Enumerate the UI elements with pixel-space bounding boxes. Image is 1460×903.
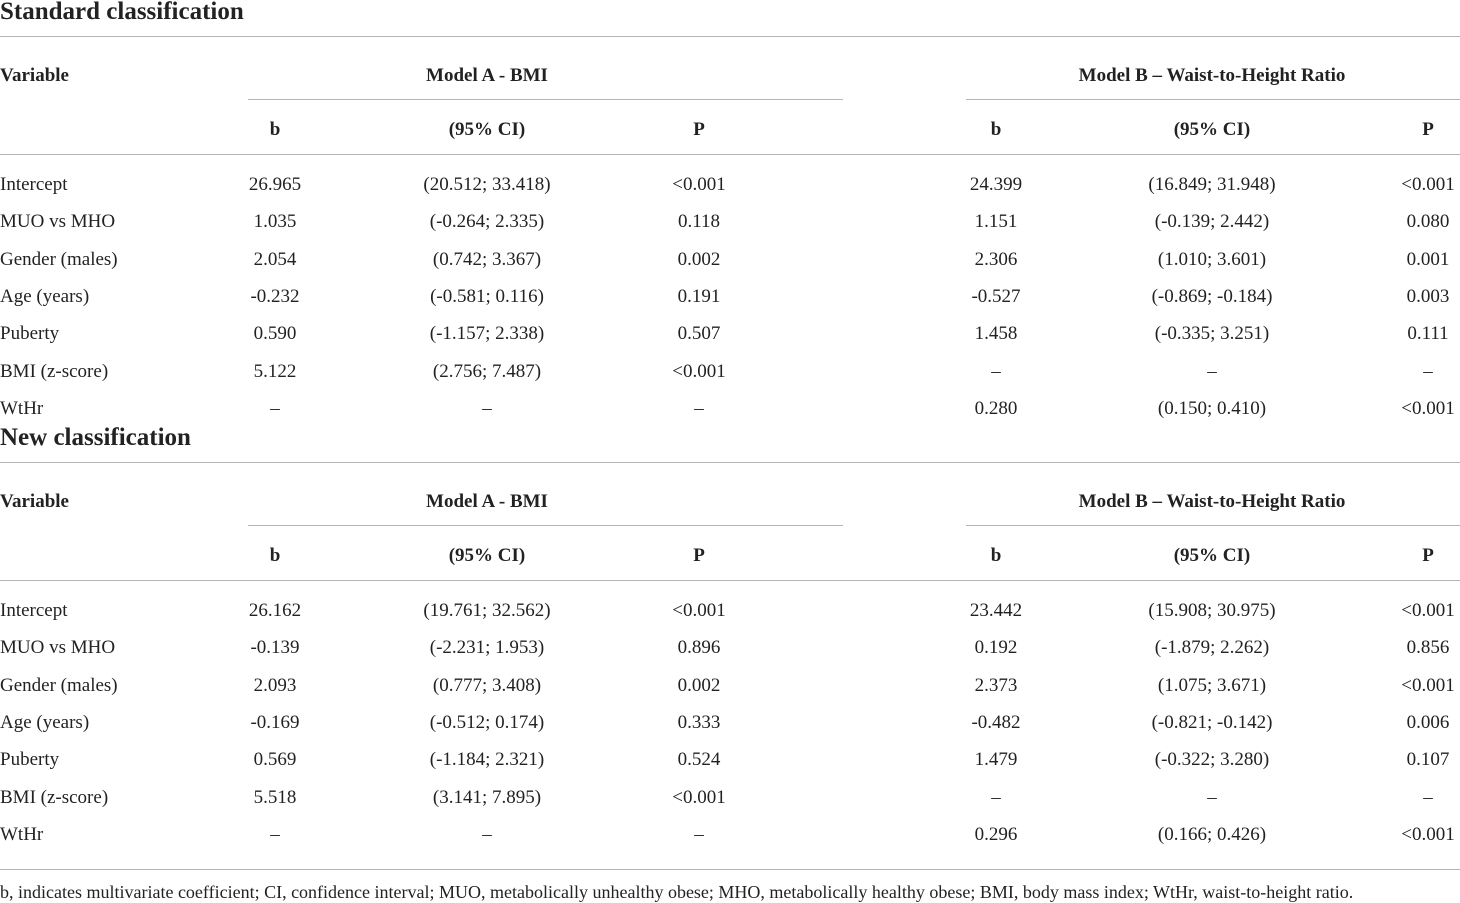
table-cell: (3.141; 7.895): [432, 787, 542, 808]
subheader-p-model-b: P: [1422, 545, 1434, 566]
table-cell: 1.151: [974, 211, 1018, 232]
table-cell: 0.002: [677, 249, 721, 270]
table-cell: 0.590: [253, 323, 297, 344]
table-cell: –: [482, 824, 492, 845]
table-cell: -0.232: [250, 286, 300, 307]
table-cell: -0.482: [971, 712, 1021, 733]
subheader-b-model-b: b: [990, 545, 1002, 566]
table-bottom-rule: [0, 869, 1460, 870]
table-cell: 0.001: [1406, 249, 1450, 270]
subheader-b-model-a: b: [269, 119, 281, 140]
table-cell: 0.507: [677, 323, 721, 344]
header-model-a: Model A - BMI: [426, 65, 548, 86]
subheader-ci-model-a: (95% CI): [448, 119, 526, 140]
model-a-rule: [248, 99, 843, 100]
table-cell: –: [991, 787, 1001, 808]
table-cell: (-0.335; 3.251): [1154, 323, 1270, 344]
table-cell: 2.306: [974, 249, 1018, 270]
row-label: Puberty: [0, 323, 60, 344]
table-cell: 0.524: [677, 749, 721, 770]
table-cell: –: [270, 824, 280, 845]
model-b-rule: [966, 99, 1460, 100]
header-variable: Variable: [0, 491, 69, 512]
header-bottom-rule: [0, 580, 1460, 581]
table-cell: <0.001: [1401, 824, 1455, 845]
table-cell: (19.761; 32.562): [423, 600, 551, 621]
table-footnote: b, indicates multivariate coefficient; CI, confidence interval; MUO, metabolically unhealthy obese; MHO, metabolically healthy obese; BMI, body mass index; WtHr, waist-to-height ratio.: [0, 882, 1354, 902]
table-cell: (20.512; 33.418): [423, 174, 551, 195]
row-label: WtHr: [0, 398, 44, 419]
table-cell: 2.373: [974, 675, 1018, 696]
table-cell: (-2.231; 1.953): [429, 637, 545, 658]
table-cell: 2.093: [253, 675, 297, 696]
subheader-b-model-a: b: [269, 545, 281, 566]
table-cell: <0.001: [1401, 600, 1455, 621]
table-cell: 0.856: [1406, 637, 1450, 658]
table-cell: 0.569: [253, 749, 297, 770]
row-label: Gender (males): [0, 249, 118, 270]
table-cell: –: [694, 824, 704, 845]
table-cell: (-1.157; 2.338): [429, 323, 545, 344]
table-cell: 5.518: [253, 787, 297, 808]
table-cell: (16.849; 31.948): [1148, 174, 1276, 195]
table-cell: 0.006: [1406, 712, 1450, 733]
row-label: Age (years): [0, 712, 90, 733]
table-cell: <0.001: [1401, 398, 1455, 419]
table-cell: (-0.139; 2.442): [1154, 211, 1270, 232]
table-cell: -0.139: [250, 637, 300, 658]
table-cell: (-0.512; 0.174): [429, 712, 545, 733]
header-model-b: Model B – Waist-to-Height Ratio: [1078, 491, 1346, 512]
table-cell: 23.442: [969, 600, 1023, 621]
table-cell: (-0.869; -0.184): [1151, 286, 1273, 307]
row-label: Age (years): [0, 286, 90, 307]
table-cell: 1.458: [974, 323, 1018, 344]
table-cell: 0.333: [677, 712, 721, 733]
table-cell: 0.296: [974, 824, 1018, 845]
row-label: MUO vs MHO: [0, 637, 116, 658]
subheader-ci-model-a: (95% CI): [448, 545, 526, 566]
table-cell: <0.001: [1401, 174, 1455, 195]
table-cell: <0.001: [672, 787, 726, 808]
table-top-rule: [0, 36, 1460, 37]
table-cell: -0.169: [250, 712, 300, 733]
table-cell: 0.280: [974, 398, 1018, 419]
table-cell: –: [1423, 787, 1433, 808]
subheader-ci-model-b: (95% CI): [1173, 545, 1251, 566]
table-cell: (1.075; 3.671): [1157, 675, 1267, 696]
table-cell: <0.001: [672, 174, 726, 195]
table-cell: <0.001: [672, 361, 726, 382]
table-top-rule: [0, 462, 1460, 463]
model-b-rule: [966, 525, 1460, 526]
table-cell: <0.001: [672, 600, 726, 621]
subheader-p-model-a: P: [693, 119, 705, 140]
table-cell: 0.002: [677, 675, 721, 696]
table-cell: –: [1207, 787, 1217, 808]
table-cell: 1.479: [974, 749, 1018, 770]
row-label: WtHr: [0, 824, 44, 845]
subheader-p-model-a: P: [693, 545, 705, 566]
table-cell: 0.003: [1406, 286, 1450, 307]
table-cell: (-0.264; 2.335): [429, 211, 545, 232]
table-cell: 0.191: [677, 286, 721, 307]
table-cell: (0.777; 3.408): [432, 675, 542, 696]
table-cell: (-1.184; 2.321): [429, 749, 545, 770]
table-cell: 24.399: [969, 174, 1023, 195]
table-cell: (1.010; 3.601): [1157, 249, 1267, 270]
section-title: New classification: [0, 424, 191, 451]
header-variable: Variable: [0, 65, 69, 86]
table-cell: 5.122: [253, 361, 297, 382]
row-label: BMI (z-score): [0, 787, 109, 808]
table-cell: (-0.322; 3.280): [1154, 749, 1270, 770]
row-label: Gender (males): [0, 675, 118, 696]
row-label: MUO vs MHO: [0, 211, 116, 232]
table-cell: 0.111: [1407, 323, 1449, 344]
row-label: BMI (z-score): [0, 361, 109, 382]
section-title: Standard classification: [0, 0, 244, 25]
table-cell: –: [694, 398, 704, 419]
table-cell: –: [270, 398, 280, 419]
header-bottom-rule: [0, 154, 1460, 155]
table-cell: 0.080: [1406, 211, 1450, 232]
table-cell: (0.166; 0.426): [1157, 824, 1267, 845]
table-cell: 26.965: [248, 174, 302, 195]
table-cell: (2.756; 7.487): [432, 361, 542, 382]
table-cell: 0.896: [677, 637, 721, 658]
row-label: Puberty: [0, 749, 60, 770]
table-cell: -0.527: [971, 286, 1021, 307]
header-model-b: Model B – Waist-to-Height Ratio: [1078, 65, 1346, 86]
table-cell: (15.908; 30.975): [1148, 600, 1276, 621]
table-cell: 1.035: [253, 211, 297, 232]
model-a-rule: [248, 525, 843, 526]
subheader-b-model-b: b: [990, 119, 1002, 140]
table-cell: –: [1207, 361, 1217, 382]
table-cell: 2.054: [253, 249, 297, 270]
subheader-p-model-b: P: [1422, 119, 1434, 140]
table-cell: 0.118: [677, 211, 721, 232]
header-model-a: Model A - BMI: [426, 491, 548, 512]
table-cell: –: [991, 361, 1001, 382]
table-cell: 0.107: [1406, 749, 1450, 770]
table-cell: (-0.821; -0.142): [1151, 712, 1273, 733]
subheader-ci-model-b: (95% CI): [1173, 119, 1251, 140]
table-cell: (-1.879; 2.262): [1154, 637, 1270, 658]
table-cell: 0.192: [974, 637, 1018, 658]
table-cell: (0.150; 0.410): [1157, 398, 1267, 419]
table-cell: –: [1423, 361, 1433, 382]
table-cell: 26.162: [248, 600, 302, 621]
table-cell: –: [482, 398, 492, 419]
row-label: Intercept: [0, 600, 68, 621]
row-label: Intercept: [0, 174, 68, 195]
table-cell: (-0.581; 0.116): [430, 286, 544, 307]
table-cell: <0.001: [1401, 675, 1455, 696]
table-cell: (0.742; 3.367): [432, 249, 542, 270]
